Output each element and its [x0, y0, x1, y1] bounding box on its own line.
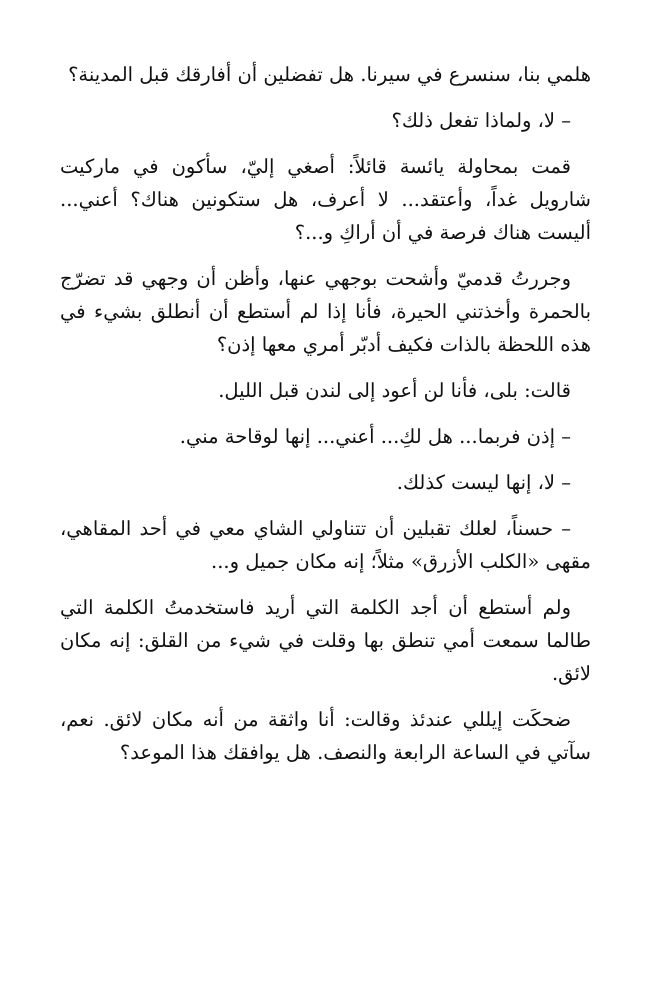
paragraph-5: قالت: بلى، فأنا لن أعود إلى لندن قبل الليل.	[218, 379, 571, 402]
paragraph-7: – لا، إنها ليست كذلك.	[396, 471, 571, 494]
paragraph-10: ضحكَت إيللي عندئذ وقالت: أنا واثقة من أنه مكان لائق. نعم، سآتي في الساعة الرابعة والنصف. هل يوافقك هذا الموعد؟	[60, 708, 591, 764]
paragraph-8: – حسناً، لعلك تقبلين أن تتناولي الشاي معي في أحد المقاهي، مقهى «الكلب الأزرق» مثلاً؛ إنه مكان جميل و...	[60, 517, 591, 573]
paragraph-2: – لا، ولماذا تفعل ذلك؟	[391, 109, 571, 132]
book-page	[60, 58, 591, 782]
paragraph-6: – إذن فربما... هل لكِ... أعني... إنها لوقاحة مني.	[179, 425, 571, 448]
paragraph-1: هلمي بنا، سنسرع في سيرنا. هل تفضلين أن أفارقك قبل المدينة؟	[68, 63, 591, 86]
paragraph-4: وجررتُ قدميّ وأشحت بوجهي عنها، وأظن أن وجهي قد تضرّج بالحمرة وأخذتني الحيرة، فأنا إذا لم أستطع أن أنطلق بشيء في هذه اللحظة بالذات فكيف أدبّر أمري معها إذن؟	[60, 267, 591, 356]
paragraph-9: ولم أستطع أن أجد الكلمة التي أريد فاستخدمتُ الكلمة التي طالما سمعت أمي تنطق بها وقلت في شيء من القلق: إنه مكان لائق.	[60, 596, 591, 685]
paragraph-3: قمت بمحاولة يائسة قائلاً: أصغي إليّ، سأكون في ماركيت شارويل غداً، وأعتقد... لا أعرف، هل ستكونين هناك؟ أعني... أليست هناك فرصة في أن أراكِ و...؟	[60, 155, 591, 244]
